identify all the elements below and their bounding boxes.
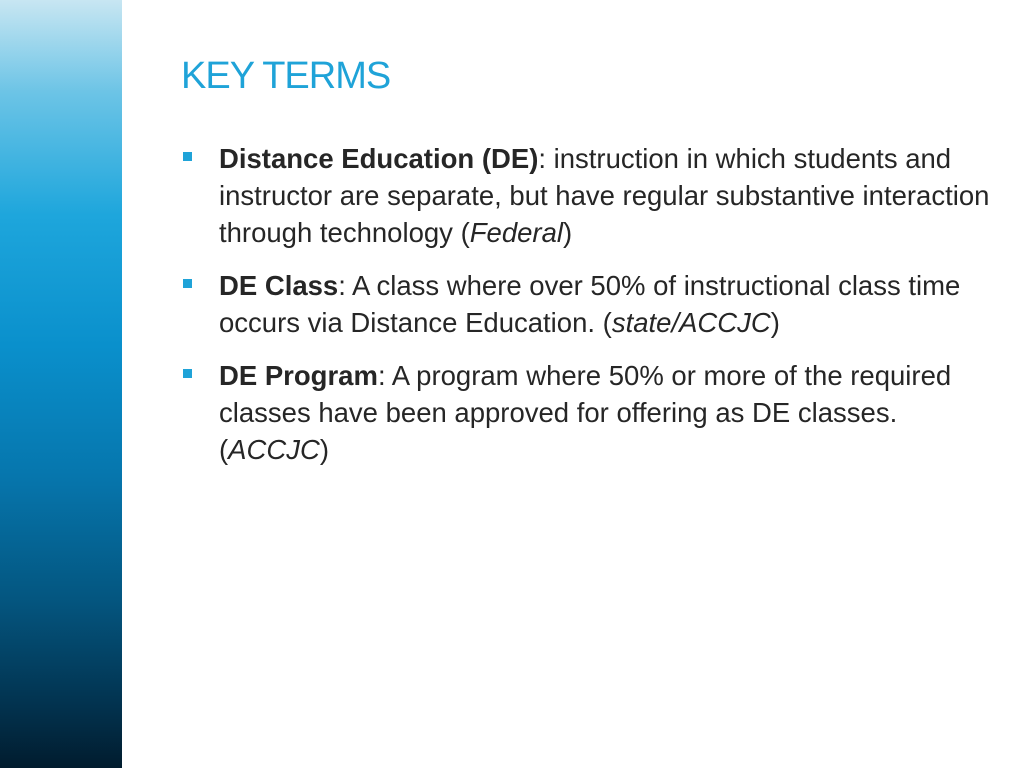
key-terms-list [181, 140, 1001, 484]
decorative-side-band [0, 0, 122, 768]
definition-text: : A program where 50% or more of the required classes have been approved for offering as DE classes. ( [219, 360, 952, 465]
source-label: ACCJC [228, 434, 320, 465]
bullet-distance-education [181, 140, 1001, 251]
source-label: Federal [469, 217, 563, 248]
definition-text: : A class where over 50% of instructional class time occurs via Distance Education. ( [219, 270, 961, 338]
closing-paren: ) [770, 307, 780, 338]
term-label: DE Class [219, 270, 339, 301]
square-bullet-icon [183, 369, 192, 378]
slide-title: KEY TERMS [181, 55, 391, 97]
square-bullet-icon [183, 279, 192, 288]
term-label: DE Program [219, 360, 378, 391]
definition-text: : instruction in which students and instructor are separate, but have regular substantive interaction through technology ( [219, 143, 990, 248]
square-bullet-icon [183, 152, 192, 161]
closing-paren: ) [562, 217, 573, 248]
source-label: state/ACCJC [611, 307, 771, 338]
bullet-de-class [181, 267, 1001, 341]
closing-paren: ) [319, 434, 330, 465]
term-label: Distance Education (DE) [219, 143, 539, 174]
bullet-de-program [181, 357, 1001, 468]
